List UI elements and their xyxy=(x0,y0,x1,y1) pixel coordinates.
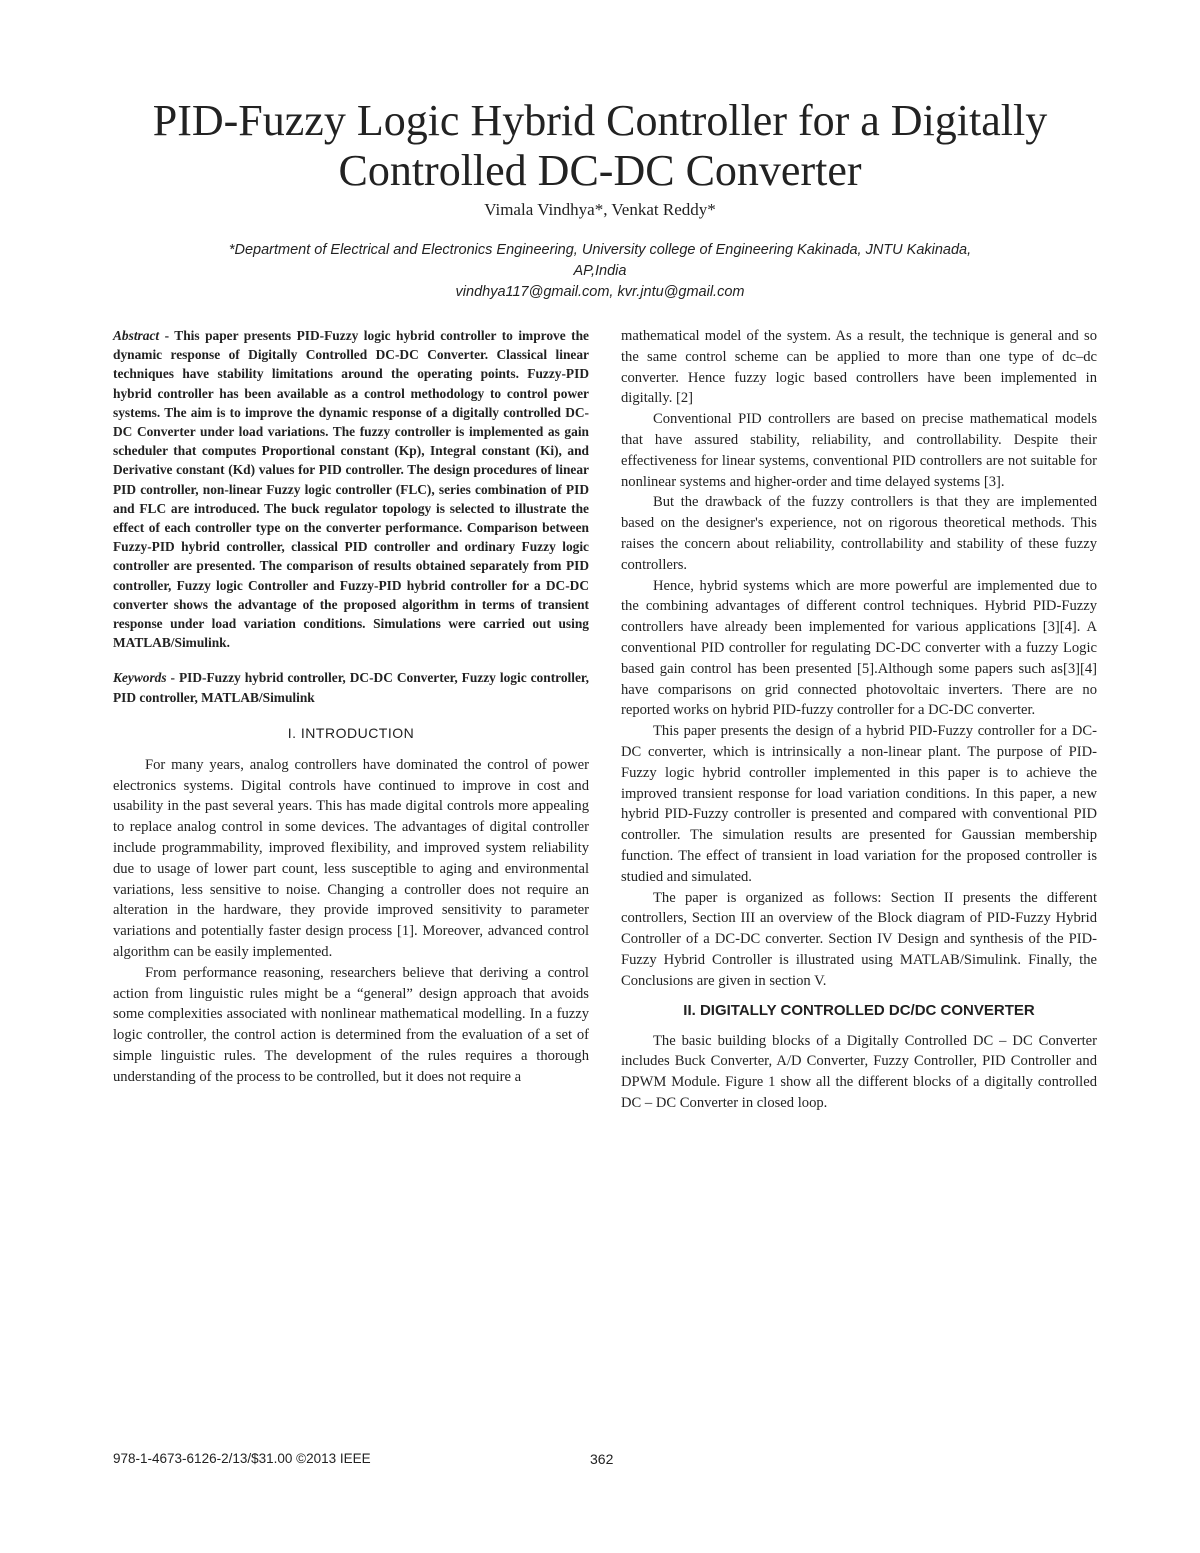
right-paragraph-0: mathematical model of the system. As a result, the technique is general and so the same control scheme can be applied to more than one type of dc–dc converter. Hence fuzzy logic based controllers have been implemented in digitally. [2] xyxy=(621,328,1097,407)
authors: Vimala Vindhya*, Venkat Reddy* xyxy=(484,200,716,219)
affiliation-block xyxy=(120,240,1080,303)
keywords xyxy=(113,668,589,706)
intro-paragraph-2: From performance reasoning, researchers believe that deriving a control action from linguistic rules might be a “general” design approach that avoids some complexities associated with nonlinear mathematical modelling. In a fuzzy logic controller, the control action is determined from the evaluation of a set of simple linguistic rules. The development of the rules requires a thorough understanding of the process to be controlled, but it does not require a xyxy=(113,964,589,1085)
author-emails: vindhya117@gmail.com, kvr.jntu@gmail.com xyxy=(455,284,745,300)
right-paragraph-3: Hence, hybrid systems which are more powerful are implemented due to the combining advantages of different control techniques. Hybrid PID-Fuzzy controllers have already been implemented for various applications [3][4]. A conventional PID controller for regulating DC-DC converter with a fuzzy Logic based gain control has been presented [5].Although some papers such as[3][4] have comparisons on grid connected photovoltaic inverters. There are no reported works on hybrid PID-fuzzy controller for a DC-DC converter. xyxy=(621,577,1097,719)
abstract-text: - This paper presents PID-Fuzzy logic hybrid controller to improve the dynamic response of Digitally Controlled DC-DC Converter. Classical linear techniques have stability limitations around the operating points. Fuzzy-PID hybrid controller has been available as a control methodology to control power systems. The aim is to improve the dynamic response of a digitally controlled DC-DC Converter under load variations. The fuzzy controller is implemented as gain scheduler that computes Proportional constant (Kp), Integral constant (Ki), and Derivative constant (Kd) values for PID controller. The design procedures of linear PID controller, non-linear Fuzzy logic controller (FLC), series combination of PID and FLC are introduced. The buck regulator topology is selected to illustrate the effect of each controller type on the converter performance. Comparison between Fuzzy-PID hybrid controller, classical PID controller and ordinary Fuzzy logic controller are presented. The comparison of results obtained separately from PID controller, Fuzzy logic Controller and Fuzzy-PID hybrid controller for a DC-DC converter shows the advantage of the proposed algorithm in terms of transient response under load variation conditions. Simulations were carried out using MATLAB/Simulink. xyxy=(113,328,589,651)
abstract-lead: Abstract xyxy=(113,328,160,343)
section2-paragraph-1: The basic building blocks of a Digitally Controlled DC – DC Converter includes Buck Converter, A/D Converter, Fuzzy Controller, PID Controller and DPWM Module. Figure 1 show all the different blocks of a digitally controlled DC – DC Converter in closed loop. xyxy=(621,1032,1097,1111)
section-heading-digitally-controlled: II. DIGITALLY CONTROLLED DC/DC CONVERTER xyxy=(683,1001,1035,1019)
right-paragraph-5: The paper is organized as follows: Section II presents the different controllers, Section III an overview of the Block diagram of PID-Fuzzy Hybrid Controller of a DC-DC converter. Section IV Design and synthesis of the PID-Fuzzy Hybrid Controller is illustrated using MATLAB/Simulink. Finally, the Conclusions are given in section V. xyxy=(621,889,1097,989)
affiliation-line-1: *Department of Electrical and Electronics Engineering, University college of Engineering Kakinada, JNTU Kakinada, xyxy=(228,242,972,258)
affiliation-line-2: AP,India xyxy=(573,263,627,279)
left-column xyxy=(113,326,589,1088)
page-number: 362 xyxy=(590,1451,614,1467)
right-column xyxy=(621,326,1097,1114)
right-paragraph-4: This paper presents the design of a hybrid PID-Fuzzy controller for a DC-DC converter, which is intrinsically a non-linear plant. The purpose of PID-Fuzzy logic hybrid controller implemented in this paper is to achieve the improved transient response for load variation conditions. In this paper, a new hybrid PID-Fuzzy controller is presented and compared with conventional PID controller. The simulation results are presented for Gaussian membership function. The effect of transient in load variation for the proposed controller is studied and simulated. xyxy=(621,723,1097,885)
keywords-text: - PID-Fuzzy hybrid controller, DC-DC Converter, Fuzzy logic controller, PID controller, MATLAB/Simulink xyxy=(113,670,589,705)
title-line-2: Controlled DC-DC Converter xyxy=(338,146,862,195)
footer-isbn: 978-1-4673-6126-2/13/$31.00 ©2013 IEEE xyxy=(113,1451,371,1466)
section-heading-introduction: I. INTRODUCTION xyxy=(287,724,415,741)
title-line-1: PID-Fuzzy Logic Hybrid Controller for a Digitally xyxy=(152,96,1048,145)
abstract xyxy=(113,326,589,652)
right-paragraph-1: Conventional PID controllers are based on precise mathematical models that have assured stability, reliability, and controllability. Despite their effectiveness for linear systems, conventional PID controllers are not suitable for nonlinear systems and higher-order and time delayed systems [3]. xyxy=(621,411,1097,490)
right-paragraph-2: But the drawback of the fuzzy controllers is that they are implemented based on the designer's experience, not on rigorous theoretical methods. This raises the concern about reliability, controllability and stability of these fuzzy controllers. xyxy=(621,494,1097,573)
keywords-lead: Keywords xyxy=(113,670,167,686)
paper-title xyxy=(60,96,1140,196)
intro-paragraph-1: For many years, analog controllers have dominated the control of power electronics systems. Digital controls have continued to improve in cost and usability in the past several years. This has made digital controls more appealing to replace analog control in some devices. The advantages of digital controller include programmability, improved flexibility, and improved system reliability due to usage of lower part count, less susceptible to aging and environmental variations, less sensitive to noise. Changing a controller does not require an alteration in the hardware, they provide improved sensitivity to parameter variations and potentially faster design process [1]. Moreover, advanced control algorithm can be easily implemented. xyxy=(113,756,589,961)
